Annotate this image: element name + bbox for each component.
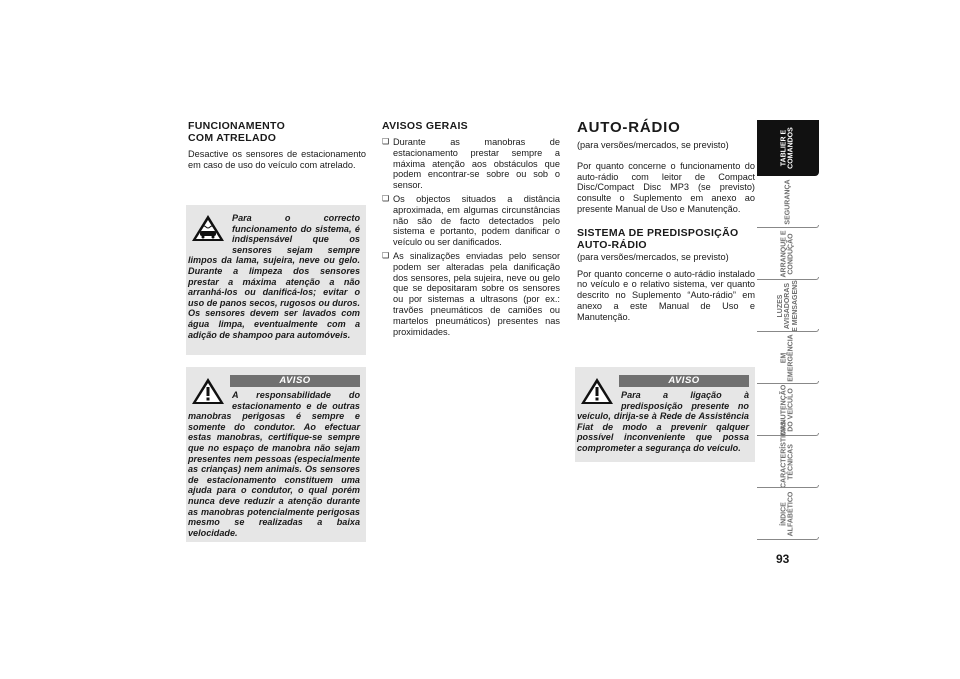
aviso-label: AVISO xyxy=(619,375,749,387)
car-wash-icon xyxy=(190,213,226,243)
section-heading-general: AVISOS GERAIS xyxy=(382,120,468,132)
tab-indice[interactable] xyxy=(757,488,819,540)
tab-em-emergencia[interactable] xyxy=(757,332,819,384)
page-title: AUTO-RÁDIO xyxy=(577,119,681,136)
chapter-tabs xyxy=(757,120,819,540)
aviso-box-left xyxy=(186,367,366,542)
tab-manutencao[interactable] xyxy=(757,384,819,436)
aviso-box-right xyxy=(575,367,755,462)
column-right xyxy=(577,120,755,323)
aviso-text: A responsabilidade do estacionamento e de outras manobras perigosas é sempre e somente do condutor. Ao efectuar estas manobras, certifique-se sempre que no espaço de manobra não sejam presentes nem pessoas (especialmente as crianças) nem animais. Os sensores de estacionamento constituem uma ajuda para o condutor, o qual porém nunca deve reduzir a atenção durante as manobras potencialmente perigosas mesmo se realizadas a baixa velocidade. xyxy=(188,390,360,538)
list-item: ❑ Os objectos situados a distância aproximada, em algumas circunstâncias não são de facto detectados pelo sistema e portanto, podem danificar o veículo ou ser danificados. xyxy=(382,194,560,248)
tab-luzes-avisadoras[interactable] xyxy=(757,280,819,332)
tab-caracteristicas[interactable] xyxy=(757,421,819,488)
page-number: 93 xyxy=(776,552,790,566)
radio-body: Por quanto concerne o funcionamento do auto-rádio com leitor de Compact Disc/Compact Disc MP3 (se previsto) consulte o Suplemento em anexo ao presente Manual de Uso e Manutenção. xyxy=(577,160,755,214)
tab-label: EM EMERGÊNCIA xyxy=(780,334,795,382)
warning-triangle-icon xyxy=(579,376,615,406)
heading-line: SISTEMA DE PREDISPOSIÇÃO xyxy=(577,226,739,239)
heading-line: AUTO-RÁDIO xyxy=(577,238,647,251)
heading-line: COM ATRELADO xyxy=(188,132,277,144)
section-heading-radio-prep xyxy=(577,227,755,251)
tab-label: TABLIER E COMANDOS xyxy=(780,127,795,169)
section-heading-trailer xyxy=(188,120,366,144)
radio-prep-body: Por quanto concerne o auto-rádio instalado no veículo e o relativo sistema, ver quanto descrito no Suplemento “Auto-rádio” em anexo a este Manual de Uso e Manutenção. xyxy=(577,268,755,322)
title-subtitle: (para versões/mercados, se previsto) xyxy=(577,140,729,150)
aviso-label: AVISO xyxy=(230,375,360,387)
tab-seguranca[interactable] xyxy=(757,176,819,228)
tab-tablier-comandos[interactable] xyxy=(757,120,819,176)
bullet-list xyxy=(382,137,560,337)
aviso-text: Para a ligação à predisposição presente no veículo, dirija-se à Rede de Assistência Fiat de modo a prevenir qalquer possível inconveniente que possa comprometer a segurança do veículo. xyxy=(577,390,749,453)
tab-label: ÍNDICE ALFABÉTICO xyxy=(780,491,795,537)
tab-label: SEGURANÇA xyxy=(784,179,792,225)
trailer-body: Desactive os sensores de estacionamento em caso de uso do veículo com atrelado. xyxy=(188,149,366,170)
warning-triangle-icon xyxy=(190,376,226,406)
heading-subtitle: (para versões/mercados, se previsto) xyxy=(577,251,729,262)
column-middle xyxy=(382,120,560,340)
column-left xyxy=(188,120,366,171)
tab-label: CARACTERÍSTICAS TÉCNICAS xyxy=(780,421,795,488)
list-item: ❑ As sinalizações enviadas pelo sensor podem ser alteradas pela danificação dos sensores, pela sujeira, neve ou gelo que se depositaram sobre os sensores ou por sistemas a ultrasons (por ex.: travões pneumáticos de camiões ou martelos pneumáticos) presentes nas proximidades. xyxy=(382,251,560,337)
tab-arranque-conducao[interactable] xyxy=(757,228,819,280)
tab-label: ARRANQUE E CONDUÇÃO xyxy=(780,230,795,278)
tab-label: LUZES AVISADORAS E MENSAGENS xyxy=(776,280,799,332)
heading-line: FUNCIONAMENTO xyxy=(188,120,286,132)
list-item: ❑ Durante as manobras de estacionamento prestar sempre a máxima atenção aos obstáculos que podem encontrar-se sobre ou sob o sensor. xyxy=(382,137,560,191)
care-note-text: Para o correcto funcionamento do sistema, é indispensável que os sensores sejam sempre limpos da lama, sujeira, neve ou gelo. Durante a limpeza dos sensores prestar a máxima atenção a não arranhá-los ou danificá-los; evitar o uso de panos secos, rugosos ou duros. Os sensores devem ser lavados com água limpa, eventualmente com a adição de shampoo para automóveis. xyxy=(188,213,360,340)
care-note-box xyxy=(186,205,366,355)
tab-label: MANUTENÇÃO DO VEÍCULO xyxy=(780,384,795,436)
